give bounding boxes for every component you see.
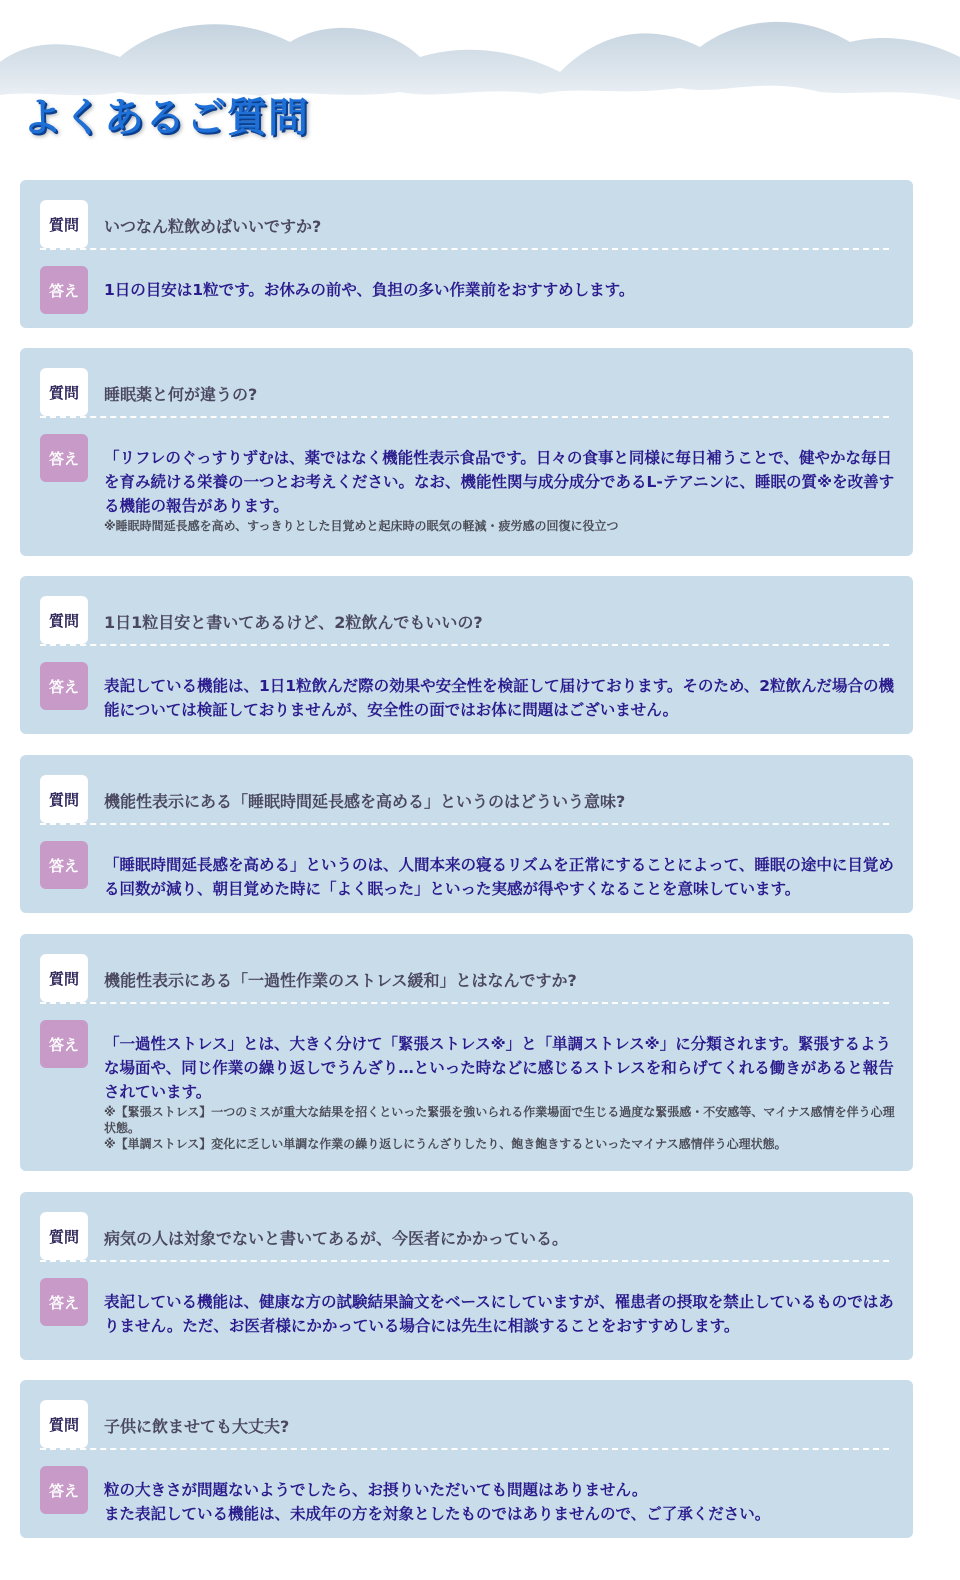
question-text: 睡眠薬と何が違うの? — [104, 385, 258, 404]
answer-badge: 答え — [40, 1020, 88, 1068]
answer-footnote: ※【緊張ストレス】一つのミスが重大な結果を招くといった緊張を強いられる作業場面で生じる過度な緊張感・不安感等、マイナス感情を伴う心理状態。 — [104, 1105, 895, 1135]
question-text: いつなん粒飲めばいいですか? — [104, 217, 322, 236]
question-row — [40, 368, 889, 418]
answer-block — [40, 1466, 895, 1526]
answer-text: 1日の目安は1粒です。お休みの前や、負担の多い作業前をおすすめします。 — [104, 281, 635, 299]
question-row — [40, 954, 889, 1004]
answer-footnote: ※【単調ストレス】変化に乏しい単調な作業の繰り返しにうんざりしたり、飽き飽きするといったマイナス感情伴う心理状態。 — [104, 1137, 787, 1151]
question-row — [40, 1212, 889, 1262]
faq-item — [20, 934, 913, 1171]
answer-text: 表記している機能は、1日1粒飲んだ際の効果や安全性を検証して届けております。そのため、2粒飲んだ場合の機能については検証しておりませんが、安全性の面ではお体に問題はございません。 — [104, 677, 894, 719]
question-text: 1日1粒目安と書いてあるけど、2粒飲んでもいいの? — [104, 613, 483, 632]
faq-item — [20, 576, 913, 734]
answer-text: 表記している機能は、健康な方の試験結果論文をベースにしていますが、罹患者の摂取を禁止しているものではありません。ただ、お医者様にかかっている場合には先生に相談することをおすすめします。 — [104, 1293, 894, 1335]
question-badge: 質問 — [40, 1400, 88, 1448]
question-text: 機能性表示にある「睡眠時間延長感を高める」というのはどういう意味? — [104, 792, 626, 811]
faq-item — [20, 1192, 913, 1360]
answer-badge: 答え — [40, 266, 88, 314]
answer-block — [40, 434, 895, 534]
answer-badge: 答え — [40, 841, 88, 889]
question-row — [40, 596, 889, 646]
question-badge: 質問 — [40, 775, 88, 823]
question-text: 機能性表示にある「一過性作業のストレス緩和」とはなんですか? — [104, 971, 577, 990]
question-badge: 質問 — [40, 596, 88, 644]
answer-block — [40, 662, 895, 722]
answer-badge: 答え — [40, 434, 88, 482]
question-badge: 質問 — [40, 368, 88, 416]
question-badge: 質問 — [40, 200, 88, 248]
answer-text: 「リフレのぐっすりずむは、薬ではなく機能性表示食品です。日々の食事と同様に毎日補うことで、健やかな毎日を育み続ける栄養の一つとお考えください。なお、機能性関与成分成分であるL-テアニンに、睡眠の質※を改善する機能の報告があります。 — [104, 449, 895, 515]
question-row — [40, 775, 889, 825]
answer-badge: 答え — [40, 662, 88, 710]
answer-text: 粒の大きさが問題ないようでしたら、お摂りいただいても問題はありません。 また表記している機能は、未成年の方を対象としたものではありませんので、ご了承ください。 — [104, 1481, 771, 1523]
faq-item — [20, 1380, 913, 1538]
faq-item — [20, 180, 913, 328]
question-row — [40, 1400, 889, 1450]
answer-text: 「睡眠時間延長感を高める」というのは、人間本来の寝るリズムを正常にすることによって、睡眠の途中に目覚める回数が減り、朝目覚めた時に「よく眠った」といった実感が得やすくなることを意味しています。 — [104, 856, 894, 898]
question-text: 病気の人は対象でないと書いてあるが、今医者にかかっている。 — [104, 1229, 569, 1248]
question-text: 子供に飲ませても大丈夫? — [104, 1417, 290, 1436]
answer-footnote: ※睡眠時間延長感を高め、すっきりとした目覚めと起床時の眠気の軽減・疲労感の回復に役立つ — [104, 519, 619, 533]
page-title: よくあるご質問 — [22, 95, 309, 141]
question-badge: 質問 — [40, 954, 88, 1002]
answer-text: 「一過性ストレス」とは、大きく分けて「緊張ストレス※」と「単調ストレス※」に分類されます。緊張するような場面や、同じ作業の繰り返しでうんざり…といった時などに感じるストレスを和らげてくれる働きがあると報告されています。 — [104, 1035, 894, 1101]
answer-block — [40, 841, 895, 901]
faq-item — [20, 348, 913, 556]
answer-block — [40, 1278, 895, 1338]
answer-badge: 答え — [40, 1466, 88, 1514]
answer-badge: 答え — [40, 1278, 88, 1326]
question-row — [40, 200, 889, 250]
question-badge: 質問 — [40, 1212, 88, 1260]
faq-item — [20, 755, 913, 913]
answer-block — [40, 1020, 895, 1152]
answer-block — [40, 266, 895, 302]
